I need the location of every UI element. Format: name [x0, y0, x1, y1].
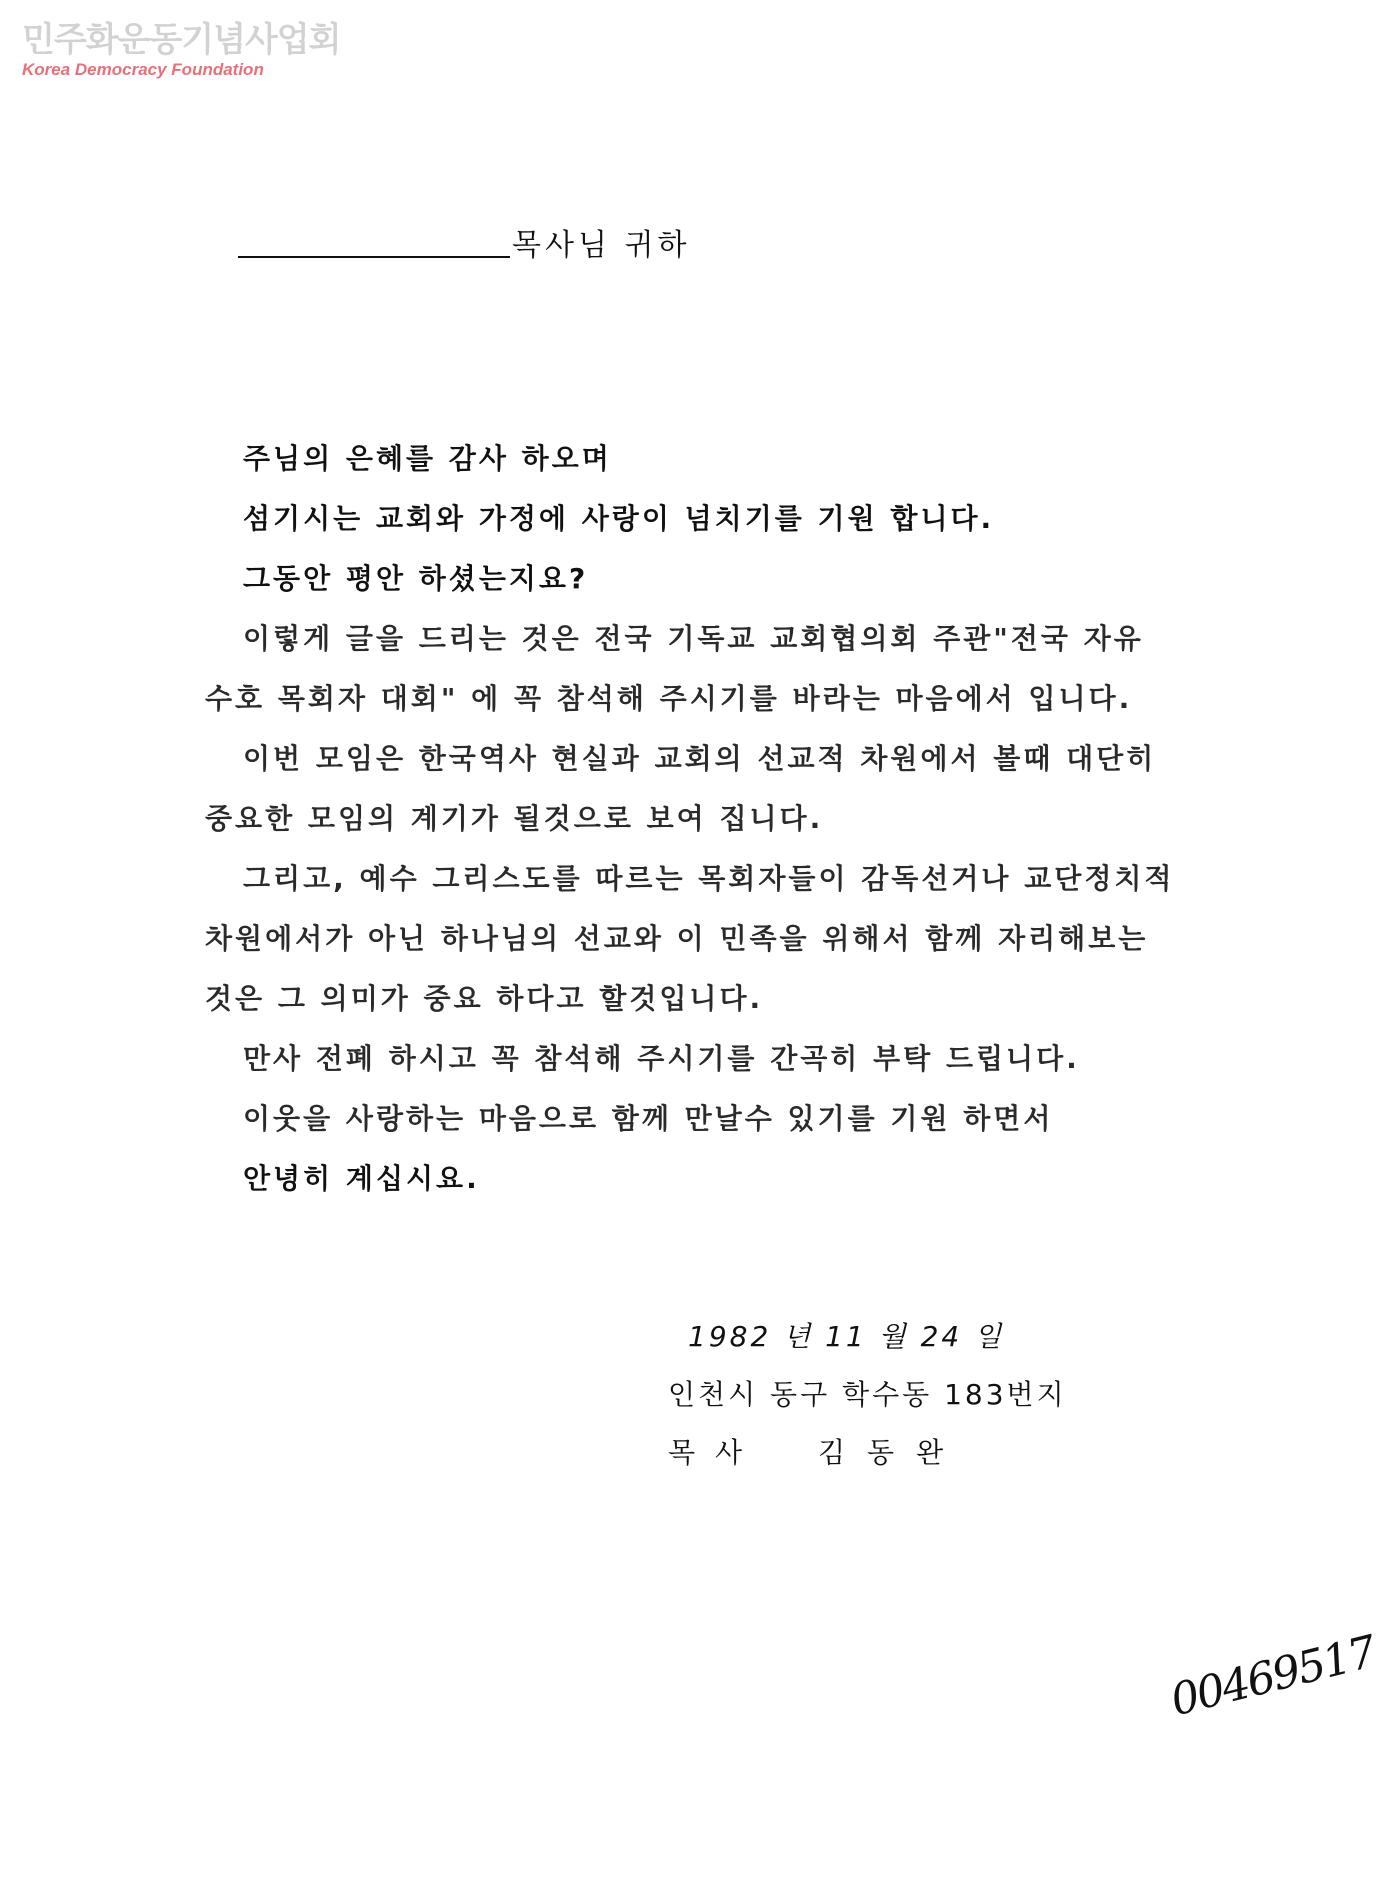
letter-line: 중요한 모임의 계기가 될것으로 보여 집니다. [205, 802, 824, 835]
watermark-logo [22, 20, 341, 80]
letter-line: 그리고, 예수 그리스도를 따르는 목회자들이 감독선거나 교단정치적 [243, 862, 1175, 895]
sender-title: 목사 [668, 1436, 763, 1469]
letter-line: 안녕히 계십시요. [243, 1162, 480, 1195]
watermark-org-korean: 민주화운동기념사업회 [22, 20, 341, 60]
letter-line: 이웃을 사랑하는 마음으로 함께 만날수 있기를 기원 하면서 [243, 1102, 1054, 1135]
archive-number: 00469517 [1165, 1626, 1380, 1727]
recipient-blank-line [238, 256, 510, 258]
letter-line: 차원에서가 아닌 하나님의 선교와 이 민족을 위해서 함께 자리해보는 [205, 922, 1149, 955]
letter-line: 이렇게 글을 드리는 것은 전국 기독교 교회협의회 주관"전국 자유 [243, 622, 1144, 655]
letter-date: 1982 년 11 월 24 일 [688, 1320, 1005, 1353]
sender-address: 인천시 동구 학수동 183번지 [668, 1378, 1067, 1411]
sender-name: 김동완 [818, 1436, 966, 1469]
letter-line: 이번 모임은 한국역사 현실과 교회의 선교적 차원에서 볼때 대단히 [243, 742, 1157, 775]
letter-line: 것은 그 의미가 중요 하다고 할것입니다. [205, 982, 764, 1015]
letter-body [205, 444, 1185, 1224]
sender-signature [668, 1436, 1067, 1470]
signature-block [668, 1320, 1067, 1494]
salutation [238, 226, 690, 266]
letter-line: 주님의 은혜를 감사 하오며 [243, 442, 612, 475]
letter-line: 그동안 평안 하셨는지요? [243, 562, 589, 595]
letter-line: 수호 목회자 대회" 에 꼭 참석해 주시기를 바라는 마음에서 입니다. [205, 682, 1133, 715]
watermark-org-english: Korea Democracy Foundation [22, 60, 264, 79]
letter-line: 만사 전폐 하시고 꼭 참석해 주시기를 간곡히 부탁 드립니다. [243, 1042, 1080, 1075]
salutation-text: 목사님 귀하 [512, 228, 691, 263]
letter-line: 섬기시는 교회와 가정에 사랑이 넘치기를 기원 합니다. [243, 502, 995, 535]
